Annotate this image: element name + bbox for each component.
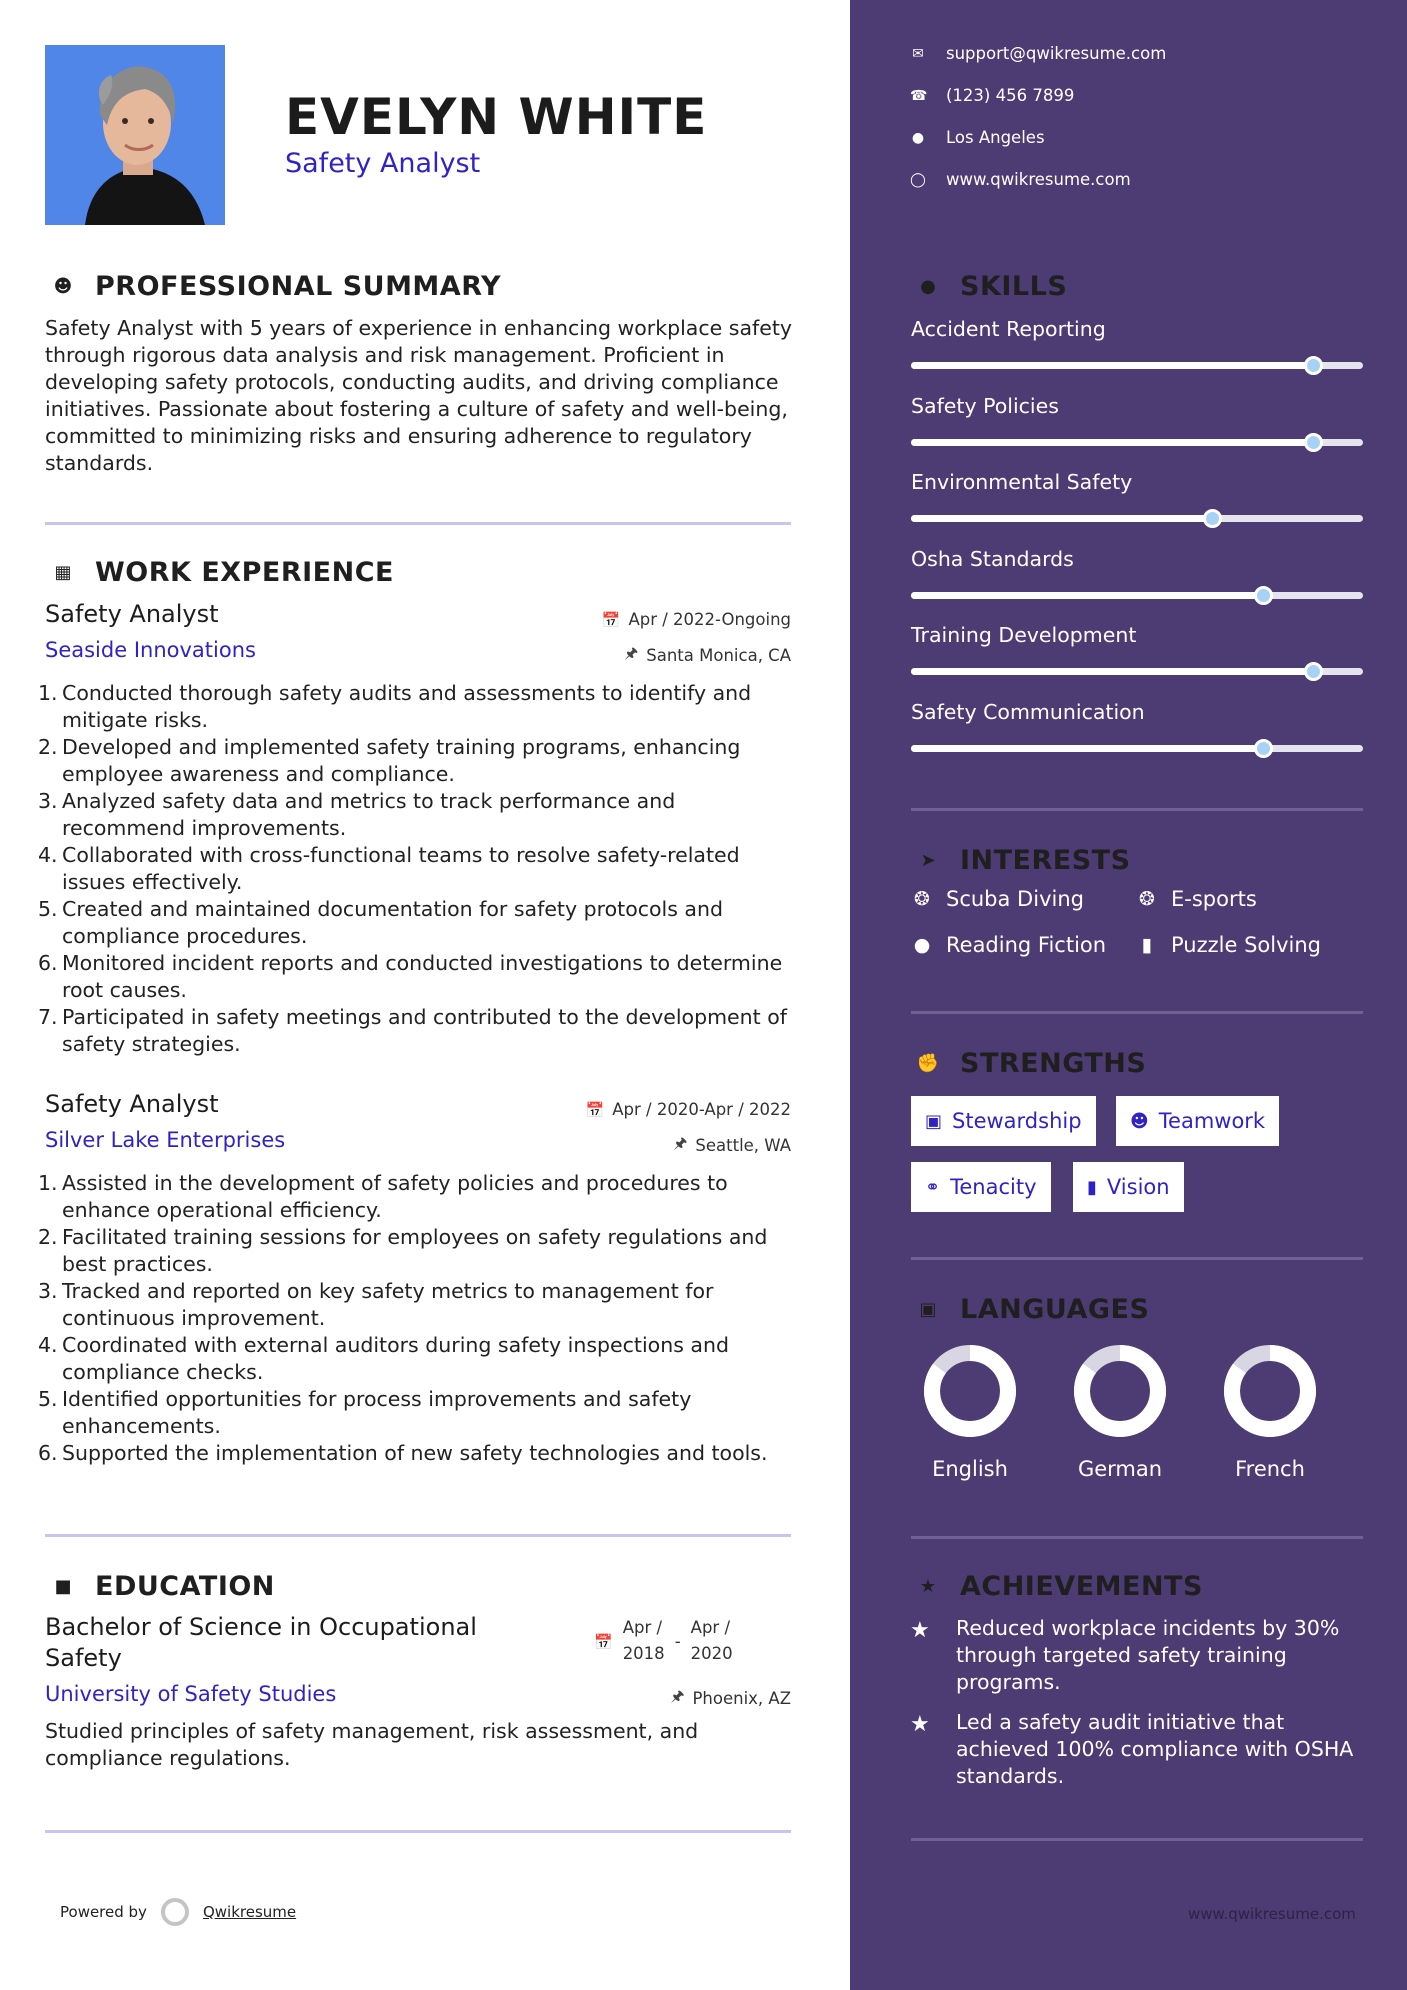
achievements-heading (910, 1568, 1203, 1604)
job-dates-text: Apr / 2022-Ongoing (628, 610, 791, 629)
list-item: 5. Created and maintained documentation for safety protocols and compliance procedures. (38, 897, 724, 948)
skill-level-knob (1254, 739, 1273, 758)
education-location-text: Phoenix, AZ (692, 1689, 791, 1708)
calendar-icon: 📅 (601, 610, 621, 629)
contact-location: ● Los Angeles (911, 128, 1045, 147)
strengths-heading (910, 1045, 1146, 1081)
interest-item: ❂ E-sports (1135, 887, 1257, 911)
skill-level-knob (1254, 586, 1273, 605)
language-name: German (1077, 1457, 1163, 1481)
contact-website[interactable]: ◯ www.qwikresume.com (910, 170, 1131, 189)
divider (911, 1257, 1363, 1260)
gamepad-icon: ● (913, 934, 931, 956)
pin-icon: 🖈 (673, 1134, 688, 1152)
start-date: Apr / 2018 (622, 1618, 665, 1663)
link-icon: ⚭ (925, 1176, 941, 1198)
strength-chip: ☻ Teamwork (1116, 1096, 1279, 1146)
footer-powered (60, 1898, 296, 1926)
divider (911, 808, 1363, 811)
end-date: Apr / 2020 (690, 1618, 733, 1663)
job-dates (602, 610, 791, 629)
language-name: French (1235, 1457, 1305, 1481)
achievement-item: ★ Reduced workplace incidents by 30% through targeted safety training programs. (910, 1616, 1340, 1694)
job-bullets (38, 1170, 798, 1467)
summary-heading (45, 268, 501, 304)
job-location-text: Santa Monica, CA (646, 646, 791, 665)
skill-label: Safety Policies (911, 393, 1059, 418)
skill-bar-fill (911, 362, 1313, 369)
life-ring-icon: ❂ (914, 888, 930, 910)
list-item: 4. Coordinated with external auditors during safety inspections and compliance checks. (38, 1333, 729, 1384)
language-ring (1072, 1343, 1168, 1439)
skill-level-knob (1304, 433, 1323, 452)
job-title: Safety Analyst (45, 1090, 219, 1118)
calendar-icon: 📅 (585, 1100, 605, 1119)
summary-title: PROFESSIONAL SUMMARY (95, 270, 502, 302)
education-text: Studied principles of safety management, risk assessment, and compliance regulations. (45, 1719, 699, 1770)
strength-chip: ▣ Stewardship (911, 1096, 1096, 1146)
language-item (1065, 1343, 1175, 1481)
skill-bar (911, 592, 1363, 599)
experience-heading (45, 554, 394, 590)
calendar-icon: 📅 (594, 1633, 613, 1651)
users-icon: ☻ (1130, 1110, 1149, 1132)
portrait-illustration (45, 45, 225, 225)
pin-icon: 🖈 (670, 1687, 685, 1705)
skills-title: SKILLS (960, 270, 1068, 302)
strengths-title: STRENGTHS (960, 1047, 1147, 1079)
strength-chip: ⚭ Tenacity (911, 1162, 1051, 1212)
fist-icon: ✊ (916, 1052, 940, 1074)
list-item: 6. Monitored incident reports and conducted investigations to determine root causes. (38, 951, 783, 1002)
achievement-item: ★ Led a safety audit initiative that achieved 100% compliance with OSHA standards. (910, 1710, 1354, 1788)
summary-text: Safety Analyst with 5 years of experience in enhancing workplace safety through rigorous data analysis and risk management. Proficient in developing safety protocols, conducting audits, and driving compliance initiatives. Passionate about fostering a culture of safety and well-being, committed to minimizing risks and ensuring adherence to regulatory standards. (45, 316, 793, 475)
skill-label: Safety Communication (911, 699, 1145, 724)
binoculars-icon: ▮ (1087, 1176, 1097, 1198)
skills-heading (910, 268, 1067, 304)
divider (45, 522, 791, 525)
list-item: 1. Assisted in the development of safety policies and procedures to enhance operational efficiency. (38, 1171, 728, 1222)
job-location (674, 1133, 792, 1158)
interest-item: ● Reading Fiction (910, 933, 1106, 957)
job-company: Seaside Innovations (45, 638, 256, 662)
strength-chip: ▮ Vision (1073, 1162, 1184, 1212)
globe-icon: ◯ (910, 171, 926, 188)
languages-heading (910, 1291, 1149, 1327)
date-separator: - (674, 1632, 681, 1651)
job-location-text: Seattle, WA (695, 1136, 791, 1155)
degree-line: Safety (45, 1644, 122, 1672)
skill-bar-fill (911, 515, 1212, 522)
achievements-title: ACHIEVEMENTS (960, 1570, 1203, 1602)
profile-photo (45, 45, 225, 225)
interest-item: ▮ Puzzle Solving (1135, 933, 1321, 957)
language-name: English (932, 1457, 1008, 1481)
map-pin-icon: ● (911, 129, 925, 146)
language-item (1215, 1343, 1325, 1481)
school-name: University of Safety Studies (45, 1682, 337, 1706)
skill-label: Training Development (911, 623, 1137, 647)
job-company: Silver Lake Enterprises (45, 1128, 286, 1152)
divider (45, 1534, 791, 1537)
divider (911, 1011, 1363, 1014)
education-heading (45, 1568, 275, 1604)
brand-link[interactable]: Qwikresume (202, 1903, 297, 1921)
languages-title: LANGUAGES (960, 1293, 1150, 1325)
list-item: 4. Collaborated with cross-functional teams to resolve safety-related issues effectively. (38, 843, 740, 894)
graduation-cap-icon: ■ (54, 1575, 72, 1597)
envelope-icon: ✉ (912, 45, 924, 62)
list-item: 1. Conducted thorough safety audits and assessments to identify and mitigate risks. (38, 681, 752, 732)
experience-title: WORK EXPERIENCE (95, 556, 394, 588)
job-bullets (38, 680, 798, 1058)
list-item: 3. Analyzed safety data and metrics to track performance and recommend improvements. (38, 789, 676, 840)
skill-bar (911, 362, 1363, 369)
job-dates (586, 1100, 791, 1119)
interest-item: ❂ Scuba Diving (910, 887, 1084, 911)
paper-plane-icon: ➤ (920, 849, 936, 871)
education-dates (594, 1615, 733, 1667)
skill-bar-fill (911, 668, 1313, 675)
education-title: EDUCATION (95, 1570, 275, 1602)
job-location (624, 643, 791, 668)
skill-bar (911, 439, 1363, 446)
chair-icon: ▦ (54, 561, 72, 583)
interests-heading (910, 842, 1131, 878)
life-ring-icon: ❂ (1139, 888, 1155, 910)
skill-bar (911, 668, 1363, 675)
job-dates-text: Apr / 2020-Apr / 2022 (612, 1100, 791, 1119)
star-badge-icon: ★ (919, 1575, 937, 1597)
language-icon: ▣ (919, 1298, 937, 1320)
degree-title (45, 1612, 477, 1674)
skill-label: Osha Standards (911, 546, 1074, 571)
footer-url[interactable]: www.qwikresume.com (1188, 1905, 1356, 1923)
job-title: Safety Analyst (45, 600, 219, 628)
degree-line: Bachelor of Science in Occupational (45, 1613, 477, 1641)
list-item: 7. Participated in safety meetings and contributed to the development of safety strategies. (38, 1005, 787, 1056)
book-icon: ▮ (1141, 934, 1153, 956)
interests-title: INTERESTS (960, 844, 1131, 876)
list-item: 6. Supported the implementation of new safety technologies and tools. (38, 1441, 768, 1465)
language-item (915, 1343, 1025, 1481)
pin-icon: 🖈 (624, 644, 639, 662)
skill-bar (911, 515, 1363, 522)
contact-email[interactable]: ✉ support@qwikresume.com (910, 44, 1166, 63)
qwikresume-logo-icon (161, 1898, 189, 1926)
candidate-role: Safety Analyst (285, 148, 481, 179)
phone-icon: ☎ (910, 87, 928, 104)
user-icon: ☻ (53, 275, 73, 297)
skill-label: Accident Reporting (911, 317, 1106, 341)
skill-bar-fill (911, 592, 1263, 599)
divider (911, 1536, 1363, 1539)
language-ring (1222, 1343, 1318, 1439)
contact-phone[interactable]: ☎ (123) 456 7899 (910, 86, 1075, 105)
candidate-name: EVELYN WHITE (285, 88, 708, 146)
education-location (671, 1686, 791, 1711)
divider (45, 1830, 791, 1833)
star-icon: ★ (910, 1712, 930, 1737)
lightbulb-icon: ● (920, 275, 936, 297)
skill-bar-fill (911, 439, 1313, 446)
powered-by-label: Powered by (60, 1903, 147, 1921)
list-item: 2. Developed and implemented safety training programs, enhancing employee awareness and compliance. (38, 735, 741, 786)
divider (911, 1838, 1363, 1841)
star-icon: ★ (910, 1618, 930, 1643)
skill-bar (911, 745, 1363, 752)
list-item: 5. Identified opportunities for process improvements and safety enhancements. (38, 1387, 692, 1438)
language-ring (922, 1343, 1018, 1439)
list-item: 2. Facilitated training sessions for employees on safety regulations and best practices. (38, 1225, 768, 1276)
list-item: 3. Tracked and reported on key safety metrics to management for continuous improvement. (38, 1279, 714, 1330)
briefcase-icon: ▣ (925, 1110, 943, 1132)
skill-label: Environmental Safety (911, 470, 1133, 494)
skill-bar-fill (911, 745, 1263, 752)
